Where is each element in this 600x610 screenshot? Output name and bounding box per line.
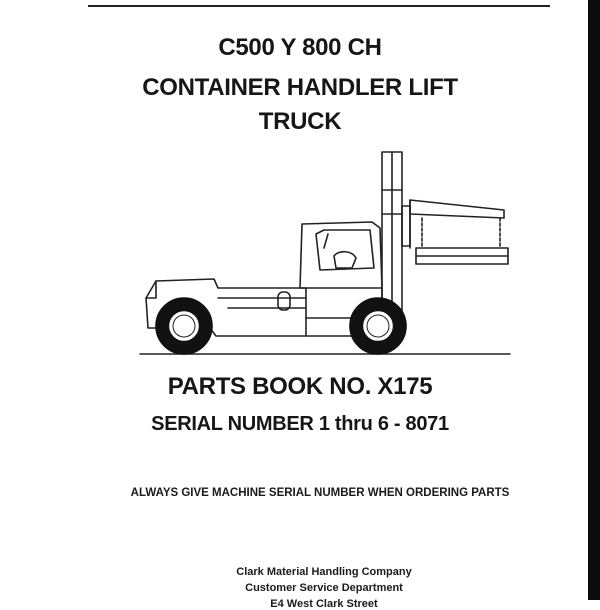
front-wheel-rim [367, 315, 389, 337]
company-name: Clark Material Handling Company [236, 566, 412, 578]
parts-book-number: PARTS BOOK NO. X175 [167, 373, 433, 400]
spreader-top [410, 200, 504, 218]
product-title-line2: TRUCK [258, 108, 342, 135]
model-title: C500 Y 800 CH [218, 34, 382, 61]
ordering-notice: ALWAYS GIVE MACHINE SERIAL NUMBER WHEN ORDERING PARTS [130, 487, 510, 499]
carriage [402, 206, 410, 246]
serial-number-range: SERIAL NUMBER 1 thru 6 - 8071 [151, 413, 449, 435]
company-department: Customer Service Department [245, 582, 403, 594]
company-address: E4 West Clark Street [270, 598, 378, 610]
rear-wheel-rim [173, 315, 195, 337]
cab-window [316, 230, 374, 270]
truck-illustration [138, 148, 518, 363]
scan-edge [588, 0, 600, 600]
top-rule [88, 5, 550, 7]
product-title-line1: CONTAINER HANDLER LIFT [142, 74, 458, 101]
steering-wheel [334, 252, 356, 268]
cab-window-line [324, 234, 328, 248]
